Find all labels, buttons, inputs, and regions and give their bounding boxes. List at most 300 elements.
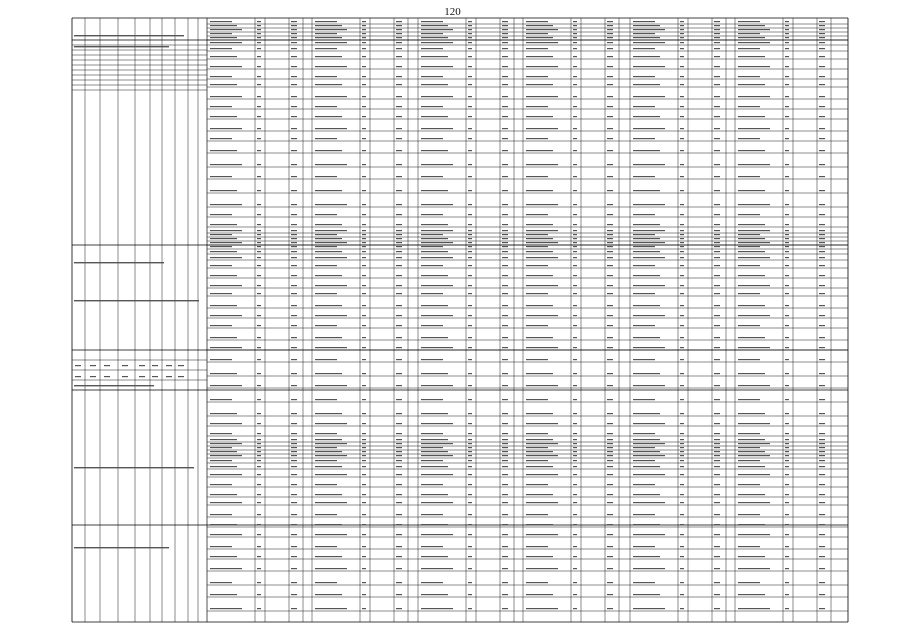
cell-value (680, 305, 684, 306)
cell-value (607, 484, 613, 485)
cell-text (738, 460, 760, 461)
cell-text (421, 21, 443, 22)
cell-text (526, 42, 558, 43)
cell-value (607, 176, 613, 177)
cell-text (421, 568, 453, 569)
cell-value (573, 460, 577, 461)
cell-text (738, 214, 760, 215)
cell-text (738, 128, 770, 129)
cell-value (502, 246, 508, 247)
cell-value (680, 106, 684, 107)
cell-value (714, 455, 720, 456)
row-label (152, 365, 158, 366)
cell-text (210, 251, 237, 252)
cell-value (785, 494, 789, 495)
cell-value (714, 128, 720, 129)
cell-text (526, 138, 548, 139)
cell-value (573, 546, 577, 547)
cell-text (526, 33, 548, 34)
cell-value (257, 116, 261, 117)
cell-text (210, 285, 242, 286)
cell-value (785, 385, 789, 386)
cell-value (291, 534, 297, 535)
cell-value (502, 25, 508, 26)
cell-value (257, 413, 261, 414)
cell-value (257, 42, 261, 43)
cell-value (468, 359, 472, 360)
cell-value (396, 265, 402, 266)
cell-value (819, 116, 825, 117)
cell-value (607, 138, 613, 139)
cell-value (291, 285, 297, 286)
cell-value (785, 293, 789, 294)
cell-value (396, 337, 402, 338)
cell-value (502, 128, 508, 129)
cell-value (680, 315, 684, 316)
cell-text (526, 106, 548, 107)
cell-value (607, 460, 613, 461)
cell-text (210, 556, 237, 557)
cell-value (785, 265, 789, 266)
cell-text (526, 116, 553, 117)
cell-value (362, 423, 366, 424)
cell-value (396, 84, 402, 85)
cell-text (421, 138, 443, 139)
cell-value (680, 546, 684, 547)
cell-value (607, 568, 613, 569)
cell-value (680, 373, 684, 374)
cell-value (607, 359, 613, 360)
cell-text (633, 238, 660, 239)
cell-text (738, 514, 760, 515)
cell-text (633, 451, 660, 452)
cell-text (738, 257, 770, 258)
cell-value (396, 56, 402, 57)
cell-value (819, 433, 825, 434)
cell-text (633, 568, 665, 569)
cell-value (502, 534, 508, 535)
cell-value (362, 37, 366, 38)
cell-value (819, 347, 825, 348)
cell-value (468, 275, 472, 276)
row-label (139, 376, 145, 377)
cell-value (257, 48, 261, 49)
cell-text (526, 25, 553, 26)
cell-text (526, 285, 558, 286)
cell-text (738, 325, 760, 326)
cell-value (573, 466, 577, 467)
cell-value (607, 96, 613, 97)
cell-value (714, 423, 720, 424)
cell-text (315, 423, 347, 424)
cell-value (396, 128, 402, 129)
cell-value (573, 325, 577, 326)
cell-value (362, 534, 366, 535)
cell-value (468, 224, 472, 225)
cell-text (633, 582, 655, 583)
cell-value (573, 608, 577, 609)
cell-value (819, 242, 825, 243)
cell-text (738, 76, 760, 77)
cell-text (421, 56, 448, 57)
row-label (104, 376, 110, 377)
cell-text (738, 305, 765, 306)
cell-value (257, 275, 261, 276)
cell-text (315, 56, 342, 57)
cell-value (396, 204, 402, 205)
cell-value (680, 534, 684, 535)
cell-value (680, 385, 684, 386)
cell-value (468, 594, 472, 595)
cell-value (573, 29, 577, 30)
cell-value (502, 251, 508, 252)
cell-value (502, 439, 508, 440)
cell-text (738, 556, 765, 557)
cell-text (210, 494, 237, 495)
row-label (122, 365, 128, 366)
cell-value (468, 439, 472, 440)
cell-text (315, 608, 347, 609)
cell-text (421, 25, 448, 26)
cell-value (573, 33, 577, 34)
cell-value (714, 494, 720, 495)
cell-text (315, 455, 347, 456)
cell-value (362, 455, 366, 456)
cell-value (785, 484, 789, 485)
cell-value (714, 305, 720, 306)
cell-value (396, 385, 402, 386)
row-label (75, 376, 81, 377)
cell-value (362, 21, 366, 22)
cell-text (421, 293, 443, 294)
cell-value (680, 494, 684, 495)
cell-text (526, 359, 548, 360)
cell-value (680, 164, 684, 165)
cell-value (714, 325, 720, 326)
cell-value (502, 238, 508, 239)
cell-value (362, 164, 366, 165)
cell-value (785, 373, 789, 374)
cell-value (502, 484, 508, 485)
cell-value (502, 474, 508, 475)
cell-text (738, 33, 760, 34)
cell-value (291, 413, 297, 414)
cell-value (714, 608, 720, 609)
cell-value (785, 190, 789, 191)
cell-value (396, 568, 402, 569)
cell-value (785, 48, 789, 49)
cell-value (362, 56, 366, 57)
cell-value (714, 96, 720, 97)
cell-value (607, 33, 613, 34)
cell-value (714, 56, 720, 57)
cell-value (607, 238, 613, 239)
cell-value (396, 594, 402, 595)
cell-value (819, 443, 825, 444)
cell-value (502, 293, 508, 294)
cell-text (633, 293, 655, 294)
cell-value (362, 373, 366, 374)
cell-value (573, 234, 577, 235)
cell-value (819, 176, 825, 177)
cell-value (502, 451, 508, 452)
cell-value (396, 214, 402, 215)
cell-value (607, 224, 613, 225)
cell-value (573, 214, 577, 215)
cell-text (633, 234, 655, 235)
cell-value (785, 305, 789, 306)
cell-text (315, 33, 337, 34)
cell-value (502, 608, 508, 609)
cell-value (785, 29, 789, 30)
cell-value (468, 534, 472, 535)
cell-text (526, 214, 548, 215)
cell-value (257, 582, 261, 583)
cell-text (633, 257, 665, 258)
cell-value (502, 466, 508, 467)
cell-text (421, 251, 448, 252)
cell-text (738, 204, 770, 205)
cell-text (633, 556, 660, 557)
cell-text (315, 190, 342, 191)
cell-value (680, 451, 684, 452)
cell-value (257, 460, 261, 461)
cell-value (257, 285, 261, 286)
cell-value (291, 238, 297, 239)
cell-text (633, 443, 665, 444)
cell-value (362, 116, 366, 117)
cell-value (607, 21, 613, 22)
cell-text (633, 385, 665, 386)
cell-text (421, 594, 448, 595)
cell-value (396, 76, 402, 77)
cell-value (502, 230, 508, 231)
cell-text (526, 128, 558, 129)
cell-value (680, 439, 684, 440)
cell-value (468, 474, 472, 475)
cell-value (714, 265, 720, 266)
cell-value (291, 502, 297, 503)
cell-value (819, 257, 825, 258)
cell-value (819, 466, 825, 467)
cell-value (680, 238, 684, 239)
cell-value (607, 106, 613, 107)
cell-value (680, 443, 684, 444)
cell-text (210, 315, 242, 316)
cell-value (257, 37, 261, 38)
cell-value (257, 484, 261, 485)
cell-text (210, 455, 242, 456)
cell-text (738, 246, 760, 247)
cell-value (362, 494, 366, 495)
cell-value (607, 447, 613, 448)
cell-value (468, 246, 472, 247)
cell-value (362, 556, 366, 557)
cell-value (502, 214, 508, 215)
cell-value (468, 337, 472, 338)
cell-text (421, 608, 453, 609)
cell-value (714, 176, 720, 177)
cell-value (607, 257, 613, 258)
cell-value (819, 204, 825, 205)
cell-text (210, 48, 232, 49)
cell-value (291, 455, 297, 456)
cell-value (819, 150, 825, 151)
cell-text (315, 494, 342, 495)
cell-value (502, 84, 508, 85)
cell-text (315, 242, 347, 243)
cell-text (210, 337, 237, 338)
cell-text (633, 285, 665, 286)
cell-text (315, 439, 342, 440)
cell-text (633, 546, 655, 547)
cell-value (819, 106, 825, 107)
cell-value (291, 484, 297, 485)
cell-text (526, 337, 553, 338)
cell-value (607, 582, 613, 583)
cell-value (468, 466, 472, 467)
cell-value (396, 514, 402, 515)
cell-value (468, 128, 472, 129)
cell-text (210, 234, 232, 235)
cell-value (607, 37, 613, 38)
row-label (178, 376, 184, 377)
cell-value (714, 214, 720, 215)
cell-value (468, 325, 472, 326)
cell-value (785, 460, 789, 461)
cell-value (396, 106, 402, 107)
cell-value (362, 257, 366, 258)
cell-value (714, 242, 720, 243)
cell-text (738, 474, 770, 475)
cell-value (257, 204, 261, 205)
cell-value (468, 305, 472, 306)
cell-value (680, 116, 684, 117)
cell-value (291, 164, 297, 165)
cell-value (396, 455, 402, 456)
cell-value (257, 246, 261, 247)
cell-value (714, 257, 720, 258)
cell-text (738, 524, 765, 525)
cell-value (502, 337, 508, 338)
cell-value (785, 37, 789, 38)
cell-value (362, 385, 366, 386)
cell-value (573, 84, 577, 85)
cell-value (362, 238, 366, 239)
cell-text (210, 138, 232, 139)
cell-text (633, 325, 655, 326)
cell-value (573, 568, 577, 569)
cell-text (315, 447, 337, 448)
cell-value (680, 224, 684, 225)
cell-text (421, 534, 453, 535)
cell-value (714, 413, 720, 414)
cell-value (680, 138, 684, 139)
cell-value (396, 116, 402, 117)
cell-value (502, 433, 508, 434)
cell-value (257, 230, 261, 231)
cell-value (714, 246, 720, 247)
cell-value (819, 455, 825, 456)
cell-text (210, 373, 237, 374)
cell-value (607, 423, 613, 424)
cell-value (714, 21, 720, 22)
cell-value (714, 234, 720, 235)
cell-value (714, 238, 720, 239)
cell-value (785, 534, 789, 535)
cell-text (210, 474, 242, 475)
cell-value (714, 359, 720, 360)
cell-value (680, 460, 684, 461)
cell-value (785, 608, 789, 609)
cell-text (421, 238, 448, 239)
cell-text (315, 474, 347, 475)
page-number: 120 (444, 6, 461, 18)
cell-value (714, 447, 720, 448)
cell-value (468, 423, 472, 424)
cell-value (362, 42, 366, 43)
cell-text (633, 373, 660, 374)
cell-text (421, 556, 448, 557)
cell-text (210, 29, 242, 30)
cell-text (526, 474, 558, 475)
cell-value (573, 116, 577, 117)
cell-text (738, 451, 765, 452)
cell-text (421, 433, 443, 434)
cell-value (257, 190, 261, 191)
cell-value (819, 582, 825, 583)
section-heading-text (74, 385, 154, 386)
cell-value (785, 514, 789, 515)
cell-value (680, 84, 684, 85)
cell-value (396, 399, 402, 400)
cell-value (714, 347, 720, 348)
cell-value (468, 455, 472, 456)
cell-text (210, 524, 237, 525)
cell-value (362, 466, 366, 467)
cell-text (421, 29, 453, 30)
cell-value (291, 594, 297, 595)
cell-value (573, 455, 577, 456)
cell-value (257, 84, 261, 85)
cell-value (396, 325, 402, 326)
cell-value (785, 230, 789, 231)
cell-text (421, 37, 448, 38)
cell-text (738, 373, 765, 374)
cell-value (714, 484, 720, 485)
cell-value (468, 84, 472, 85)
cell-text (738, 29, 770, 30)
cell-text (210, 214, 232, 215)
cell-value (785, 447, 789, 448)
cell-text (526, 204, 558, 205)
cell-value (396, 466, 402, 467)
cell-value (680, 285, 684, 286)
cell-text (633, 190, 660, 191)
cell-value (714, 116, 720, 117)
cell-value (468, 66, 472, 67)
cell-text (421, 399, 443, 400)
cell-text (526, 37, 553, 38)
cell-value (291, 251, 297, 252)
cell-value (714, 42, 720, 43)
cell-value (819, 76, 825, 77)
cell-value (468, 582, 472, 583)
cell-value (362, 84, 366, 85)
cell-value (785, 21, 789, 22)
cell-text (633, 128, 665, 129)
cell-value (291, 443, 297, 444)
